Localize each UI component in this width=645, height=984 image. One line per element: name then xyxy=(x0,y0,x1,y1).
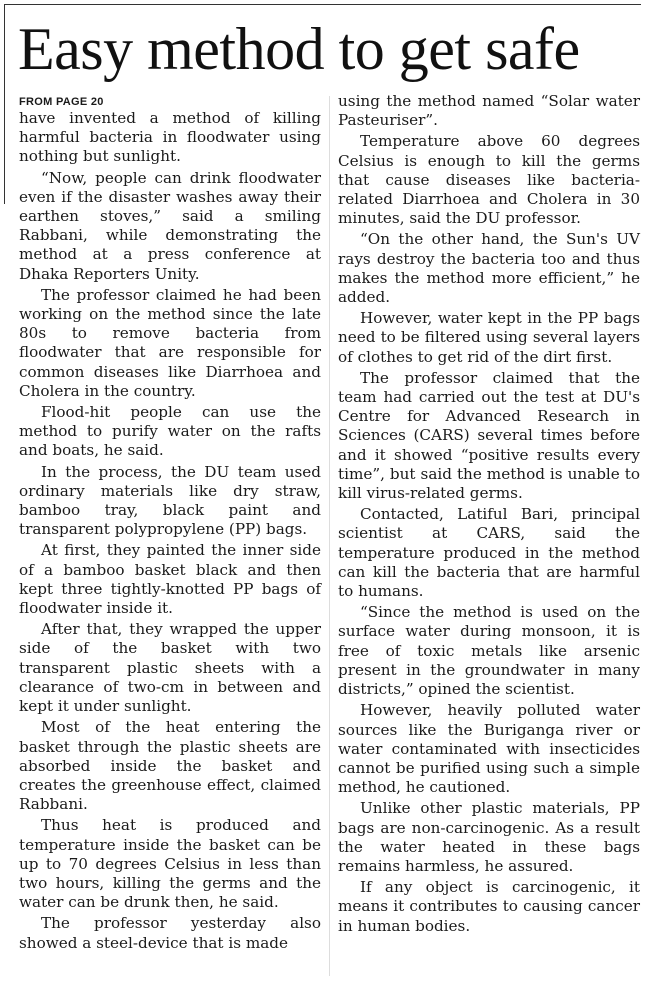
left-rule xyxy=(4,4,5,204)
paragraph: Thus heat is produced and temperature inside the basket can be up to 70 degrees Celsius in less than two hours, killing the germs and the water can be drunk then, he said. xyxy=(19,816,321,912)
headline: Easy method to get safe xyxy=(18,16,580,82)
top-rule xyxy=(4,4,641,5)
paragraph: Temperature above 60 degrees Celsius is enough to kill the germs that cause diseases like bacteria-related Diarrhoea and Cholera in 30 minutes, said the DU professor. xyxy=(338,132,640,228)
paragraph: Contacted, Latiful Bari, principal scientist at CARS, said the temperature produced in the method can kill the bacteria that are harmful to humans. xyxy=(338,505,640,601)
paragraph: However, water kept in the PP bags need to be filtered using several layers of clothes to get rid of the dirt first. xyxy=(338,309,640,366)
paragraph: The professor claimed he had been working on the method since the late 80s to remove bacteria from floodwater that are responsible for common diseases like Diarrhoea and Cholera in the country. xyxy=(19,285,321,400)
paragraph: “On the other hand, the Sun's UV rays destroy the bacteria too and thus makes the method more efficient,” he added. xyxy=(338,230,640,307)
column-divider xyxy=(329,96,330,976)
paragraph: “Now, people can drink floodwater even if the disaster washes away their earthen stoves,” said a smiling Rabbani, while demonstrating the method at a press conference at Dhaka Reporters Unity. xyxy=(19,168,321,283)
continuation-label: FROM PAGE 20 xyxy=(19,96,104,108)
article-column-left xyxy=(19,92,321,955)
paragraph: The professor claimed that the team had carried out the test at DU's Centre for Advanced Research in Sciences (CARS) several times before and it showed “positive results every time”, but said the method is unable to kill virus-related germs. xyxy=(338,368,640,503)
paragraph: However, heavily polluted water sources like the Buriganga river or water contaminated with insecticides cannot be purified using such a simple method, he cautioned. xyxy=(338,701,640,797)
paragraph: After that, they wrapped the upper side of the basket with two transparent plastic sheets with a clearance of two-cm in between and kept it under sunlight. xyxy=(19,620,321,716)
paragraph: have invented a method of killing harmful bacteria in floodwater using nothing but sunlight. xyxy=(19,109,321,166)
paragraph: In the process, the DU team used ordinary materials like dry straw, bamboo tray, black paint and transparent polypropylene (PP) bags. xyxy=(19,462,321,539)
paragraph: Flood-hit people can use the method to purify water on the rafts and boats, he said. xyxy=(19,403,321,460)
paragraph: At first, they painted the inner side of a bamboo basket black and then kept three tightly-knotted PP bags of floodwater inside it. xyxy=(19,541,321,618)
paragraph: The professor yesterday also showed a steel-device that is made xyxy=(19,914,321,952)
paragraph: “Since the method is used on the surface water during monsoon, it is free of toxic metals like arsenic present in the groundwater in many districts,” opined the scientist. xyxy=(338,603,640,699)
paragraph: using the method named “Solar water Pasteuriser”. xyxy=(338,92,640,130)
paragraph: Unlike other plastic materials, PP bags are non-carcinogenic. As a result the water heated in these bags remains harmless, he assured. xyxy=(338,799,640,875)
paragraph: Most of the heat entering the basket through the plastic sheets are absorbed inside the basket and creates the greenhouse effect, claimed Rabbani. xyxy=(19,718,321,814)
paragraph: If any object is carcinogenic, it means it contributes to causing cancer in human bodies. xyxy=(338,878,640,935)
article-column-right xyxy=(338,92,640,938)
